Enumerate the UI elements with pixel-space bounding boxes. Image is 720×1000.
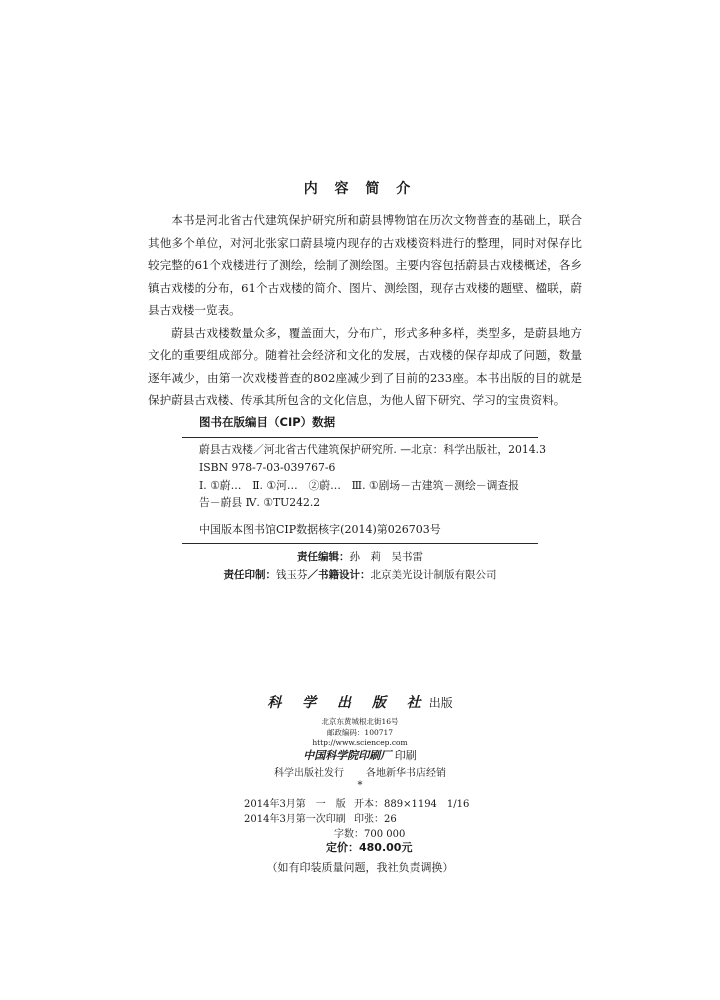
divider — [182, 437, 538, 438]
sheets-info: 印张：26 — [354, 814, 397, 825]
summary-text — [148, 209, 582, 412]
cip-line: 告－蔚县 Ⅳ. ①TU242.2 — [199, 496, 321, 510]
editor-label: 责任编辑： — [297, 551, 350, 563]
format-info: 开本：889×1194 1/16 — [354, 799, 470, 810]
production-credit — [0, 567, 720, 582]
price: 定价：480.00元 — [326, 841, 413, 854]
cip-record — [199, 441, 546, 512]
publisher-line — [0, 692, 720, 712]
printer-name: 中国科学院印刷厂 — [303, 749, 392, 762]
cip-header: 图书在版编目（CIP）数据 — [199, 415, 336, 429]
wordcount-info: 字数：700 000 — [334, 829, 406, 840]
publisher-address: 北京东黄城根北街16号 — [321, 717, 399, 726]
publisher-name: 科 学 出 版 社 — [267, 695, 429, 711]
quality-notice: （如有印装质量问题，我社负责调换） — [266, 861, 454, 874]
cip-line: ISBN 978-7-03-039767-6 — [199, 460, 336, 474]
publisher-suffix: 出版 — [428, 696, 453, 710]
page-title: 内 容 简 介 — [303, 181, 417, 197]
printer-suffix: 印刷 — [394, 749, 417, 762]
editor-credit — [0, 549, 720, 564]
divider — [182, 543, 538, 544]
summary-paragraph: 蔚县古戏楼数量众多，覆盖面大，分布广，形式多种多样，类型多，是蔚县地方文化的重要组成部分。随着社会经济和文化的发展，古戏楼的保存却成了问题，数量逐年减少，由第一次戏楼普查的802座减少到了目前的233座。本书出版的目的就是保护蔚县古戏楼、传承其所包含的文化信息，为他人留下研究、学习的宝贵资料。 — [148, 325, 582, 407]
editor-names: 孙 莉 吴书雷 — [349, 551, 423, 563]
distributor: 科学出版社发行 — [274, 768, 344, 779]
cip-line: 蔚县古戏楼／河北省古代建筑保护研究所. —北京：科学出版社，2014.3 — [199, 443, 546, 456]
print-supervisor-name: 钱玉芬 — [276, 569, 308, 581]
printer-line — [0, 747, 720, 763]
summary-paragraph: 本书是河北省古代建筑保护研究所和蔚县博物馆在历次文物普查的基础上，联合其他多个单位，对河北张家口蔚县境内现存的古戏楼资料进行的整理，同时对保存比较完整的61个戏楼进行了测绘，绘制了测绘图。主要内容包括蔚县古戏楼概述，各乡镇古戏楼的分布，61个古戏楼的简介、图片、测绘图，现存古戏楼的题壁、楹联，蔚县古戏楼一览表。 — [148, 213, 582, 317]
printing-info: 2014年3月第一次印刷 — [244, 814, 346, 825]
edition-info: 2014年3月第 一 版 — [244, 799, 346, 810]
sellers: 各地新华书店经销 — [366, 768, 446, 779]
design-label: ／书籍设计： — [307, 569, 371, 581]
cip-line: Ⅰ. ①蔚… Ⅱ. ①河… ②蔚… Ⅲ. ①剧场－古建筑－测绘－调查报 — [199, 478, 519, 492]
print-supervisor-label: 责任印制： — [223, 569, 276, 581]
publisher-website: http://www.sciencep.com — [312, 738, 408, 747]
distribution-line — [0, 764, 720, 779]
separator-mark: * — [357, 780, 363, 791]
design-name: 北京美光设计制版有限公司 — [370, 569, 497, 581]
publisher-postcode: 邮政编码：100717 — [326, 728, 394, 737]
cip-record-number: 中国版本图书馆CIP数据核字(2014)第026703号 — [199, 523, 441, 536]
